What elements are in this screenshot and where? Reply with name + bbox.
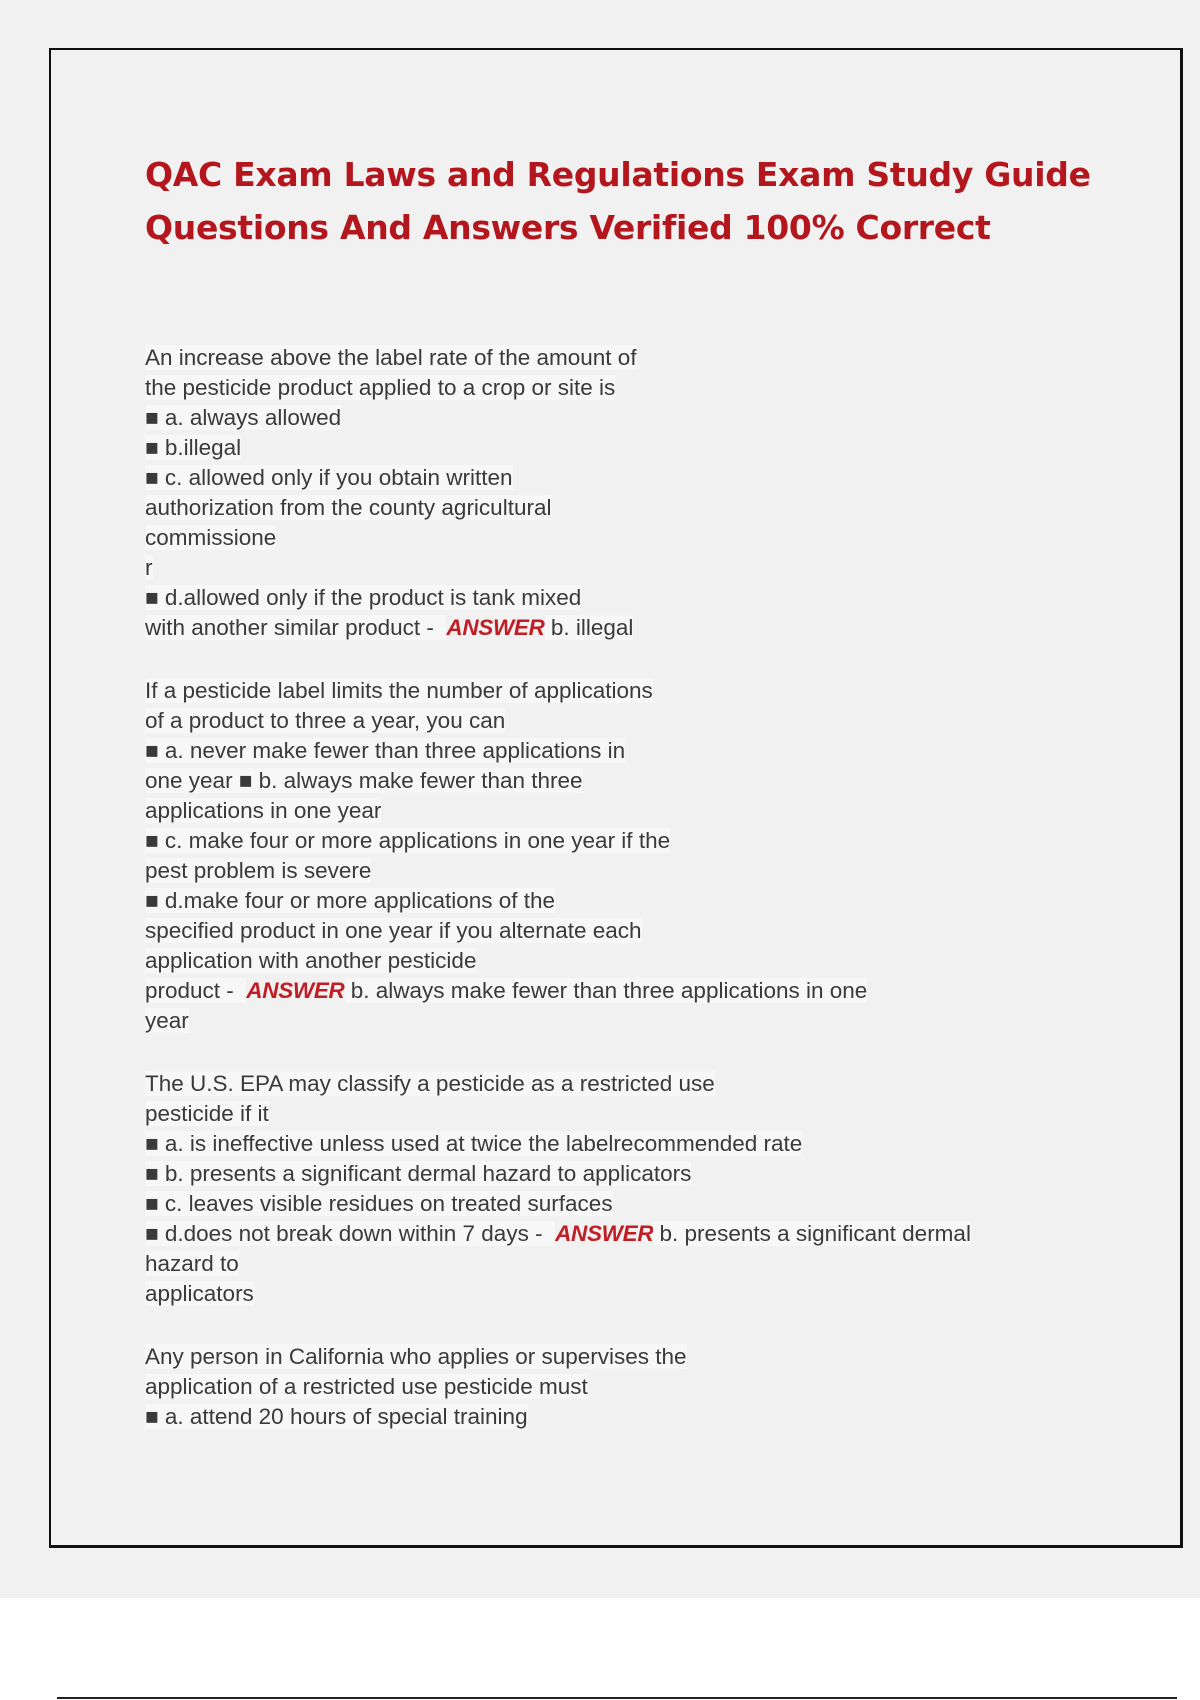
question-line-text: ■ d.make four or more applications of the (145, 888, 556, 913)
question-line-text: ■ c. make four or more applications in one year if the (145, 828, 671, 853)
question-line-text: If a pesticide label limits the number of applications (145, 678, 653, 703)
question-line-text: ■ c. leaves visible residues on treated surfaces (145, 1191, 613, 1216)
question-line-text: authorization from the county agricultural (145, 495, 552, 520)
answer-continuation-text: hazard to (145, 1251, 239, 1276)
question-line-text: ■ d.allowed only if the product is tank mixed (145, 585, 582, 610)
question-line (145, 463, 1095, 493)
question-line-text: r (145, 555, 153, 580)
answer-continuation-text: applicators (145, 1281, 254, 1306)
question-line-text: pesticide if it (145, 1101, 269, 1126)
question-line-text: applications in one year (145, 798, 382, 823)
question-line (145, 583, 1095, 613)
question-line-text: of a product to three a year, you can (145, 708, 506, 733)
question-line (145, 946, 1095, 976)
question-block (145, 1342, 1095, 1432)
question-line (145, 1129, 1095, 1159)
answer-continuation-text: year (145, 1008, 189, 1033)
question-line-text: An increase above the label rate of the amount of (145, 345, 637, 370)
question-line-text: the pesticide product applied to a crop or site is (145, 375, 616, 400)
question-line (145, 1189, 1095, 1219)
question-line (145, 886, 1095, 916)
answer-text: b. presents a significant dermal (653, 1221, 971, 1246)
question-line (145, 826, 1095, 856)
question-line (145, 736, 1095, 766)
question-line (145, 706, 1095, 736)
document-title (145, 148, 1091, 254)
answer-prefix: product - (145, 978, 247, 1003)
answer-label: ANSWER (555, 1221, 654, 1246)
question-line (145, 1159, 1095, 1189)
answer-label: ANSWER (246, 978, 345, 1003)
question-line (145, 1372, 1095, 1402)
question-line (145, 433, 1095, 463)
question-line-text: ■ b.illegal (145, 435, 242, 460)
question-block (145, 1069, 1095, 1309)
answer-text: b. illegal (544, 615, 634, 640)
question-line-text: specified product in one year if you alternate each (145, 918, 642, 943)
answer-continuation-line (145, 1279, 1095, 1309)
question-line (145, 1099, 1095, 1129)
question-line-text: pest problem is severe (145, 858, 372, 883)
answer-prefix: ■ d.does not break down within 7 days - (145, 1221, 556, 1246)
answer-label: ANSWER (446, 615, 545, 640)
question-line (145, 373, 1095, 403)
answer-line (145, 613, 1095, 643)
question-line-text: one year ■ b. always make fewer than three (145, 768, 583, 793)
answer-line (145, 1219, 1095, 1249)
question-line (145, 916, 1095, 946)
question-line (145, 523, 1095, 553)
question-line-text: ■ a. never make fewer than three applications in (145, 738, 626, 763)
question-line-text: application with another pesticide (145, 948, 477, 973)
question-block (145, 676, 1095, 1036)
question-line-text: commissione (145, 525, 277, 550)
question-line-text: Any person in California who applies or supervises the (145, 1344, 687, 1369)
document-title-line-1: QAC Exam Laws and Regulations Exam Study Guide (145, 155, 1091, 194)
question-line (145, 493, 1095, 523)
question-line-text: ■ a. is ineffective unless used at twice the labelrecommended rate (145, 1131, 803, 1156)
question-line (145, 676, 1095, 706)
question-line (145, 343, 1095, 373)
document-title-line-2: Questions And Answers Verified 100% Correct (145, 208, 991, 247)
answer-continuation-line (145, 1249, 1095, 1279)
question-line (145, 553, 1095, 583)
question-line (145, 796, 1095, 826)
question-line-text: The U.S. EPA may classify a pesticide as a restricted use (145, 1071, 715, 1096)
question-line (145, 856, 1095, 886)
footer-divider (57, 1697, 1177, 1699)
question-list (145, 343, 1095, 1465)
question-line-text: ■ a. attend 20 hours of special training (145, 1404, 528, 1429)
question-line-text: ■ c. allowed only if you obtain written (145, 465, 513, 490)
question-line-text: ■ a. always allowed (145, 405, 342, 430)
question-line (145, 766, 1095, 796)
question-block (145, 343, 1095, 643)
question-line (145, 1342, 1095, 1372)
question-line (145, 1402, 1095, 1432)
question-line (145, 403, 1095, 433)
answer-continuation-line (145, 1006, 1095, 1036)
question-line-text: application of a restricted use pesticide must (145, 1374, 588, 1399)
answer-line (145, 976, 1095, 1006)
question-line (145, 1069, 1095, 1099)
answer-prefix: with another similar product - (145, 615, 447, 640)
question-line-text: ■ b. presents a significant dermal hazard to applicators (145, 1161, 692, 1186)
answer-text: b. always make fewer than three applications in one (344, 978, 868, 1003)
